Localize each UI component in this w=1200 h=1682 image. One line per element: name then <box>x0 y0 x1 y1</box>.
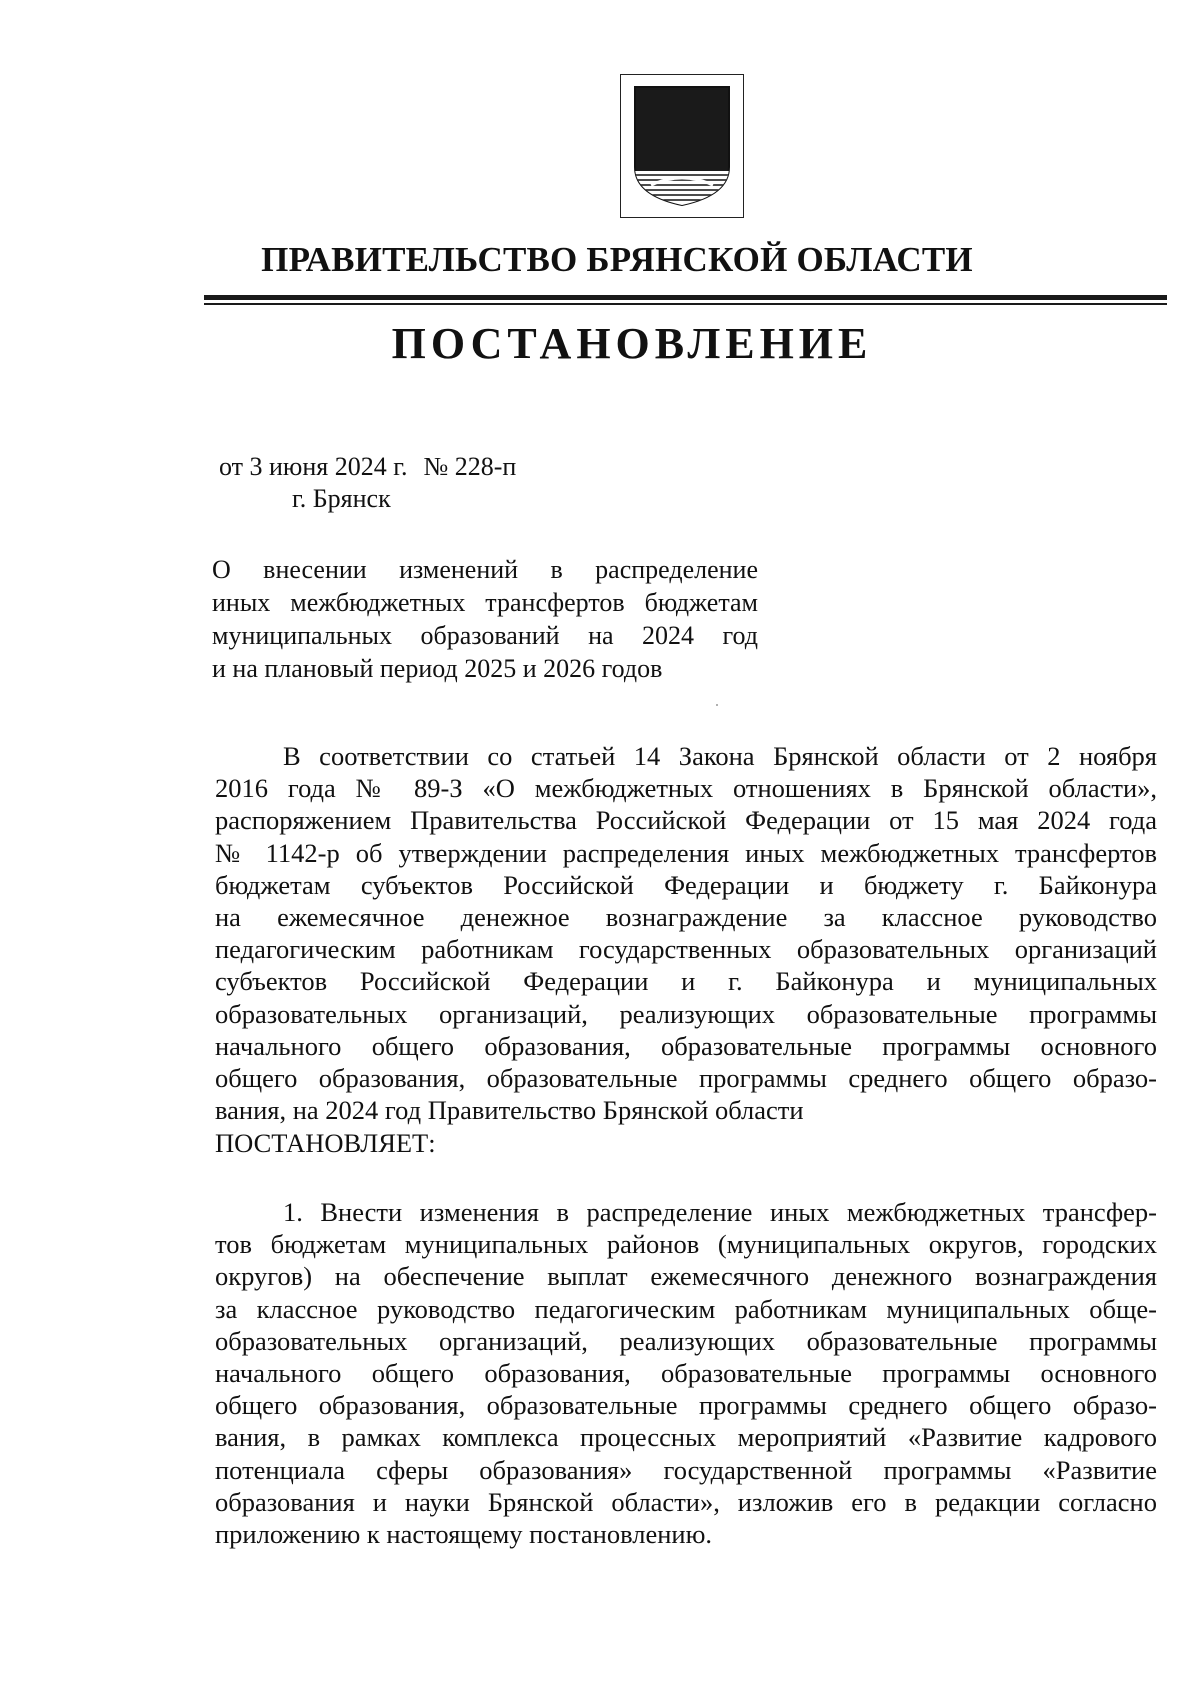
scan-speck <box>716 704 718 706</box>
document-date: от 3 июня 2024 г. <box>219 452 408 481</box>
preamble-line: вания, на 2024 год Правительство Брянской области <box>215 1095 804 1126</box>
item-1-line: начального общего образования, образовательные программы основного <box>215 1358 1157 1389</box>
subject-line: О внесении изменений в распределение <box>212 555 758 584</box>
preamble-line: на ежемесячное денежное вознаграждение за классное руководство <box>215 902 1157 933</box>
subject-line: и на плановый период 2025 и 2026 годов <box>212 654 663 683</box>
item-1-line: за классное руководство педагогическим работникам муниципальных обще- <box>215 1293 1157 1324</box>
preamble-line: В соответствии со статьей 14 Закона Брянской области от 2 ноября <box>283 741 1157 771</box>
item-1-line: 1. Внести изменения в распределение иных межбюджетных трансфер- <box>283 1197 1157 1227</box>
header-divider-thick <box>204 295 1167 300</box>
item-1-line: потенциала сферы образования» государственной программы «Развитие <box>215 1454 1157 1485</box>
government-title: ПРАВИТЕЛЬСТВО БРЯНСКОЙ ОБЛАСТИ <box>261 240 973 279</box>
item-1-line: округов) на обеспечение выплат ежемесячного денежного вознаграждения <box>215 1261 1157 1292</box>
preamble-line: 2016 года № 89-З «О межбюджетных отношениях в Брянской области», <box>215 773 1157 804</box>
item-1-line: вания, в рамках комплекса процессных мероприятий «Развитие кадрового <box>215 1422 1157 1453</box>
document-type-title: ПОСТАНОВЛЕНИЕ <box>391 319 873 368</box>
resolves-heading: ПОСТАНОВЛЯЕТ: <box>215 1128 436 1158</box>
preamble-line: бюджетам субъектов Российской Федерации и бюджету г. Байконура <box>215 869 1157 900</box>
preamble-line: № 1142-р об утверждении распределения иных межбюджетных трансфертов <box>215 837 1157 868</box>
preamble-line: начального общего образования, образовательные программы основного <box>215 1030 1157 1061</box>
subject-line: иных межбюджетных трансфертов бюджетам <box>212 588 758 617</box>
document-subject <box>212 553 758 685</box>
preamble-line: распоряжением Правительства Российской Федерации от 15 мая 2024 года <box>215 805 1157 836</box>
item-1-line: приложению к настоящему постановлению. <box>215 1519 713 1550</box>
item-1-line: образовательных организаций, реализующих образовательные программы <box>215 1325 1157 1356</box>
document-date-number <box>219 452 516 482</box>
preamble-line: общего образования, образовательные программы среднего общего образо- <box>215 1063 1157 1094</box>
document-number: № 228-п <box>423 452 517 481</box>
subject-line: муниципальных образований на 2024 год <box>212 621 758 650</box>
header-divider-thin <box>204 303 1167 305</box>
coat-of-arms-emblem <box>620 74 744 218</box>
item-1-line: тов бюджетам муниципальных районов (муниципальных округов, городских <box>215 1229 1157 1260</box>
item-1-line: общего образования, образовательные программы среднего общего образо- <box>215 1390 1157 1421</box>
document-city: г. Брянск <box>292 484 391 513</box>
preamble-line: субъектов Российской Федерации и г. Байконура и муниципальных <box>215 966 1157 997</box>
preamble-paragraph <box>215 740 1157 1126</box>
bryansk-coat-of-arms-icon <box>621 75 742 216</box>
preamble-line: педагогическим работникам государственных образовательных организаций <box>215 934 1157 965</box>
preamble-line: образовательных организаций, реализующих образовательные программы <box>215 998 1157 1029</box>
item-1-paragraph <box>215 1196 1157 1550</box>
item-1-line: образования и науки Брянской области», изложив его в редакции согласно <box>215 1486 1157 1517</box>
